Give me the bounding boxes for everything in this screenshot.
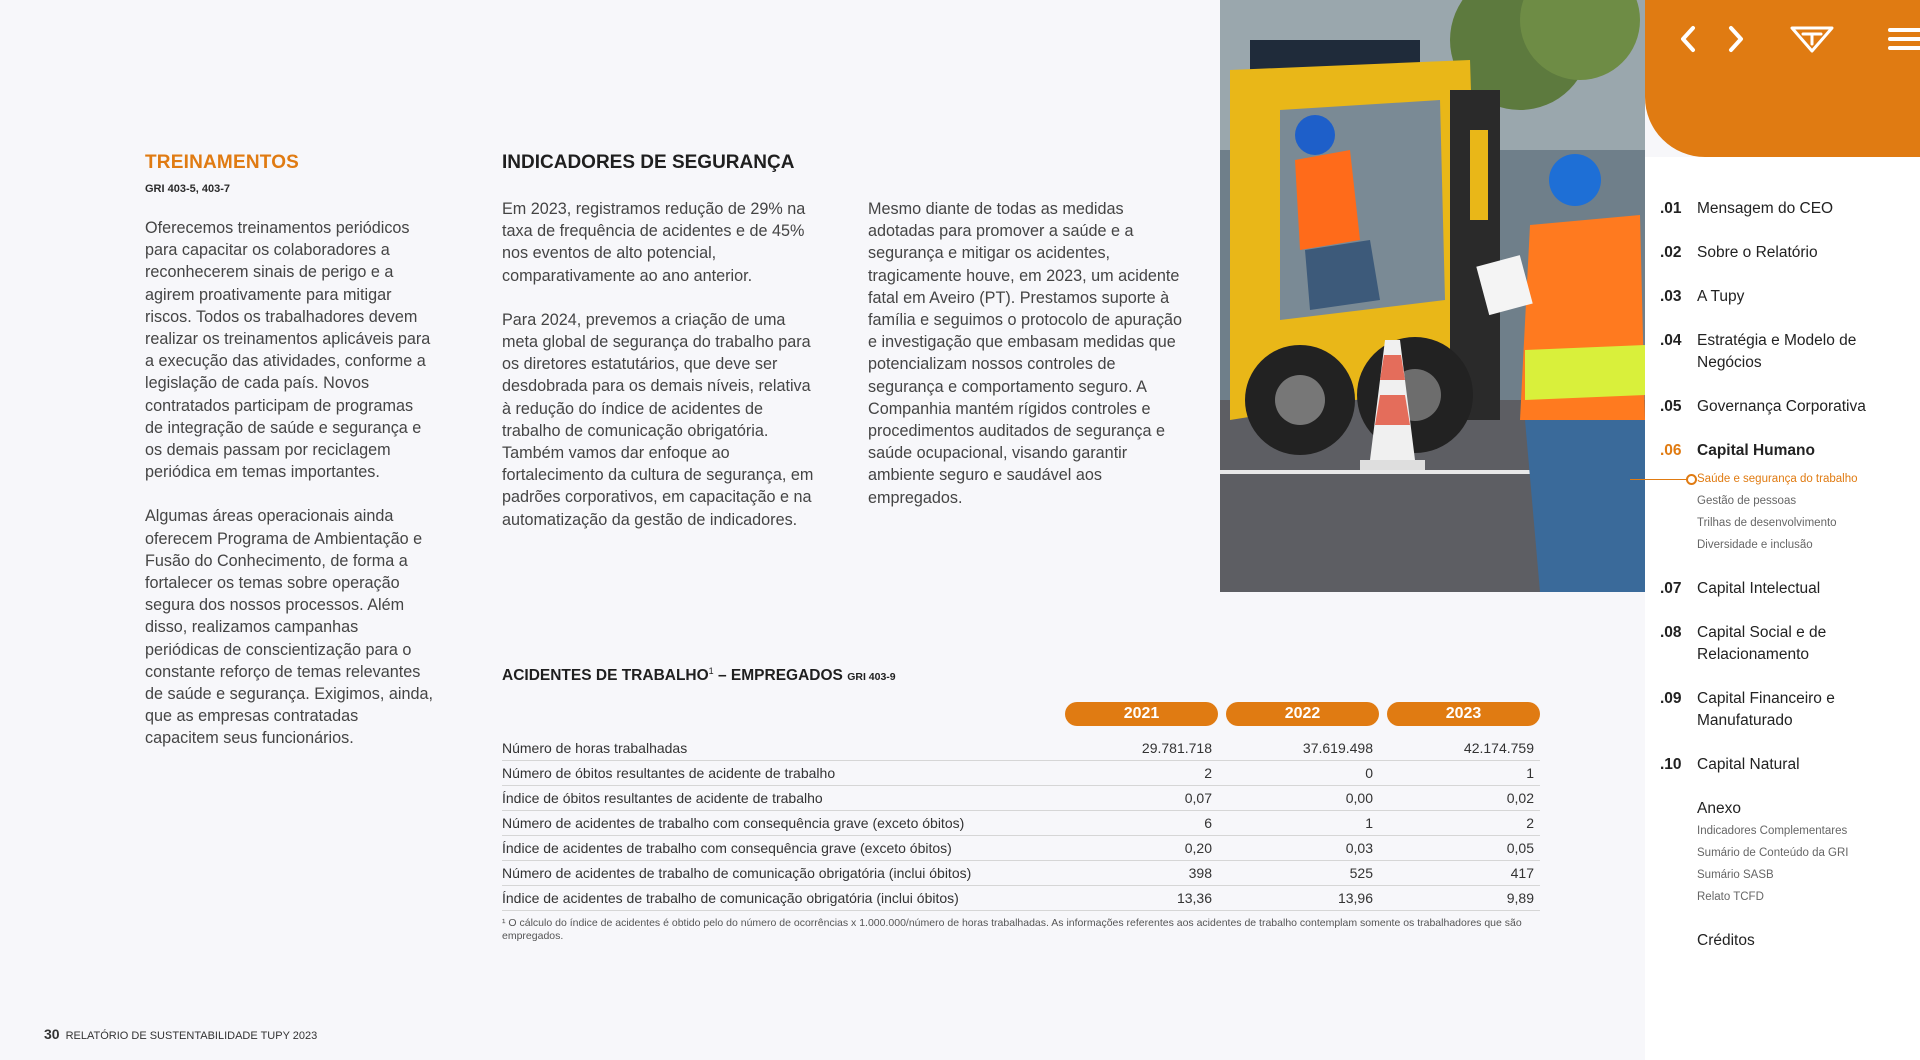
menu-item-07[interactable] xyxy=(1660,578,1920,600)
accidents-gri: GRI 403-9 xyxy=(847,671,896,684)
cell-2021: 29.781.718 xyxy=(1141,740,1212,756)
accidents-title-footnote-ref: 1 xyxy=(708,666,714,676)
submenu-item-diversity[interactable]: Diversidade e inclusão xyxy=(1697,539,1813,551)
training-paragraph-1: Oferecemos treinamentos periódicos para capacitar os colaboradores a reconhecerem sinais de perigo e a agirem proativamente para mitigar riscos. Todos os trabalhadores devem realizar os treinamentos aplicáveis para a execução das atividades, conforme a legislação de cada país. Novos contratados participam de programas de integração de saúde e segurança e os demais passam por reciclagem periódica em temas importantes. xyxy=(145,219,431,482)
accidents-table-title xyxy=(502,666,896,685)
menu-item-04[interactable] xyxy=(1660,330,1920,374)
row-label: Número de acidentes de trabalho com consequência grave (exceto óbitos) xyxy=(502,815,965,831)
indicators-paragraph-3: Mesmo diante de todas as medidas adotadas para promover a saúde e a segurança e mitigar os acidentes, tragicamente houve, em 2023, um acidente fatal em Aveiro (PT). Prestamos suporte à família e seguimos o protocolo de apuração e investigação que embasam medidas que potencializam nossos controles de segurança e comportamento seguro. A Companhia mantém rígidos controles e procedimentos auditados de segurança e saúde ocupacional, visando garantir ambiente seguro e saudável aos empregados. xyxy=(868,200,1183,507)
tupy-logo-icon[interactable] xyxy=(1789,24,1835,54)
cell-2021: 0,07 xyxy=(1184,790,1212,806)
menu-label: Capital Social e de Relacionamento xyxy=(1697,624,1827,663)
table-row xyxy=(502,736,1540,761)
training-gri: GRI 403-5, 403-7 xyxy=(145,183,230,195)
training-paragraph-2: Algumas áreas operacionais ainda oferecem Programa de Ambientação e Fusão do Conhecimento, de forma a fortalecer os temas sobre operação segura dos nossos processos. Além disso, realizamos campanhas periódicas de conscientização para o constante reforço de temas relevantes de saúde e segurança. Exigimos, ainda, que as empresas contratadas capacitem seus funcionários. xyxy=(145,507,433,748)
menu-item-credits[interactable]: Créditos xyxy=(1697,932,1755,949)
table-row xyxy=(502,811,1540,836)
forklift-photo xyxy=(1220,0,1645,592)
table-row xyxy=(502,886,1540,911)
submenu-item-complementary-indicators[interactable]: Indicadores Complementares xyxy=(1697,825,1848,837)
page-footer xyxy=(44,1026,317,1042)
menu-number: .03 xyxy=(1660,288,1682,305)
menu-item-08[interactable] xyxy=(1660,622,1920,666)
menu-label: Sobre o Relatório xyxy=(1697,244,1818,261)
menu-label: Estratégia e Modelo de Negócios xyxy=(1697,332,1857,371)
cell-2021: 398 xyxy=(1188,865,1212,881)
cell-2021: 0,20 xyxy=(1184,840,1212,856)
current-indicator-dot xyxy=(1686,474,1697,485)
menu-number: .07 xyxy=(1660,580,1682,597)
cell-2023: 0,05 xyxy=(1506,840,1534,856)
year-header-2022: 2022 xyxy=(1226,702,1379,726)
top-nav xyxy=(1675,24,1920,54)
menu-number: .09 xyxy=(1660,690,1682,707)
year-header-2021: 2021 xyxy=(1065,702,1218,726)
menu-number: .10 xyxy=(1660,756,1682,773)
previous-page-icon[interactable] xyxy=(1675,24,1701,54)
menu-item-02[interactable] xyxy=(1660,242,1920,264)
menu-item-01[interactable] xyxy=(1660,198,1920,220)
menu-label: Capital Humano xyxy=(1697,442,1815,459)
cell-2022: 0,00 xyxy=(1345,790,1373,806)
cell-2022: 525 xyxy=(1349,865,1373,881)
menu-label: Capital Intelectual xyxy=(1697,580,1821,597)
menu-label: Mensagem do CEO xyxy=(1697,200,1834,217)
menu-item-10[interactable] xyxy=(1660,754,1920,776)
cell-2023: 417 xyxy=(1510,865,1534,881)
table-footnote: ¹ O cálculo do índice de acidentes é obtido pelo do número de ocorrências x 1.000.000/número de horas trabalhadas. As informações referentes aos acidentes de trabalho contemplam somente os trabalhadores que são empregados. xyxy=(502,917,1522,942)
menu-label: A Tupy xyxy=(1697,288,1745,305)
table-row xyxy=(502,836,1540,861)
cell-2022: 1 xyxy=(1365,815,1373,831)
menu-item-05[interactable] xyxy=(1660,396,1920,418)
menu-label: Governança Corporativa xyxy=(1697,398,1866,415)
menu-label: Capital Natural xyxy=(1697,756,1800,773)
table-row xyxy=(502,786,1540,811)
row-label: Número de óbitos resultantes de acidente de trabalho xyxy=(502,765,836,781)
menu-number: .05 xyxy=(1660,398,1682,415)
row-label: Índice de acidentes de trabalho de comunicação obrigatória (inclui óbitos) xyxy=(502,890,959,906)
cell-2023: 42.174.759 xyxy=(1463,740,1534,756)
indicators-paragraph-1: Em 2023, registramos redução de 29% na taxa de frequência de acidentes e de 45% nos eventos de alto potencial, comparativamente ao ano anterior. xyxy=(502,200,806,285)
training-title: TREINAMENTOS xyxy=(145,152,300,173)
report-name: RELATÓRIO DE SUSTENTABILIDADE TUPY 2023 xyxy=(65,1030,318,1042)
accidents-title-rest: – EMPREGADOS xyxy=(713,667,848,685)
menu-number: .08 xyxy=(1660,624,1682,641)
submenu-annex xyxy=(1660,820,1920,908)
current-indicator-line xyxy=(1630,479,1690,480)
menu-hamburger-icon[interactable] xyxy=(1885,24,1920,54)
training-section xyxy=(145,152,435,772)
menu-number: .02 xyxy=(1660,244,1682,261)
menu-number: .04 xyxy=(1660,332,1682,349)
indicators-title: INDICADORES DE SEGURANÇA xyxy=(502,152,795,173)
cell-2023: 0,02 xyxy=(1506,790,1534,806)
cell-2023: 9,89 xyxy=(1506,890,1534,906)
menu-item-annex[interactable]: Anexo xyxy=(1697,800,1741,817)
submenu-item-development-tracks[interactable]: Trilhas de desenvolvimento xyxy=(1697,517,1837,529)
cell-2022: 0 xyxy=(1365,765,1373,781)
cell-2022: 0,03 xyxy=(1345,840,1373,856)
row-label: Número de acidentes de trabalho de comunicação obrigatória (inclui óbitos) xyxy=(502,865,972,881)
submenu-item-health-safety[interactable]: Saúde e segurança do trabalho xyxy=(1697,473,1858,485)
safety-indicators-section xyxy=(502,152,1192,553)
cell-2021: 2 xyxy=(1204,765,1212,781)
accidents-title-text: ACIDENTES DE TRABALHO xyxy=(502,667,709,685)
indicators-column-2 xyxy=(868,198,1188,553)
menu-item-03[interactable] xyxy=(1660,286,1920,308)
submenu-item-tcfd-report[interactable]: Relato TCFD xyxy=(1697,891,1764,903)
cell-2023: 1 xyxy=(1526,765,1534,781)
submenu-item-people-management[interactable]: Gestão de pessoas xyxy=(1697,495,1797,507)
cell-2021: 13,36 xyxy=(1176,890,1212,906)
table-row xyxy=(502,761,1540,786)
cell-2022: 37.619.498 xyxy=(1302,740,1373,756)
year-header-row xyxy=(502,702,1540,726)
indicators-column-1 xyxy=(502,198,822,553)
indicators-paragraph-2: Para 2024, prevemos a criação de uma meta global de segurança do trabalho para os diretores estatutários, que deve ser desdobrada para os demais níveis, relativa à redução do índice de acidentes de trabalho de comunicação obrigatória. Também vamos dar enfoque ao fortalecimento da cultura de segurança, em padrões corporativos, em capacitação e na automatização da gestão de indicadores. xyxy=(502,310,814,529)
table-row xyxy=(502,861,1540,886)
menu-number: .01 xyxy=(1660,200,1682,217)
accidents-table xyxy=(502,702,1540,943)
row-label: Índice de acidentes de trabalho com consequência grave (exceto óbitos) xyxy=(502,840,952,856)
menu-number: .06 xyxy=(1660,442,1682,459)
menu-item-06[interactable] xyxy=(1660,440,1920,462)
page-number: 30 xyxy=(44,1026,60,1042)
submenu-item-gri-index[interactable]: Sumário de Conteúdo da GRI xyxy=(1697,847,1849,859)
cell-2023: 2 xyxy=(1526,815,1534,831)
submenu-item-sasb-index[interactable]: Sumário SASB xyxy=(1697,869,1774,881)
row-label: Índice de óbitos resultantes de acidente de trabalho xyxy=(502,790,823,806)
row-label: Número de horas trabalhadas xyxy=(502,740,688,756)
next-page-icon[interactable] xyxy=(1723,24,1749,54)
cell-2022: 13,96 xyxy=(1337,890,1373,906)
year-header-2023: 2023 xyxy=(1387,702,1540,726)
menu-label: Capital Financeiro e Manufaturado xyxy=(1697,690,1835,729)
submenu-06 xyxy=(1660,468,1920,556)
menu-item-09[interactable] xyxy=(1660,688,1920,732)
cell-2021: 6 xyxy=(1204,815,1212,831)
sidebar-menu xyxy=(1660,198,1920,952)
